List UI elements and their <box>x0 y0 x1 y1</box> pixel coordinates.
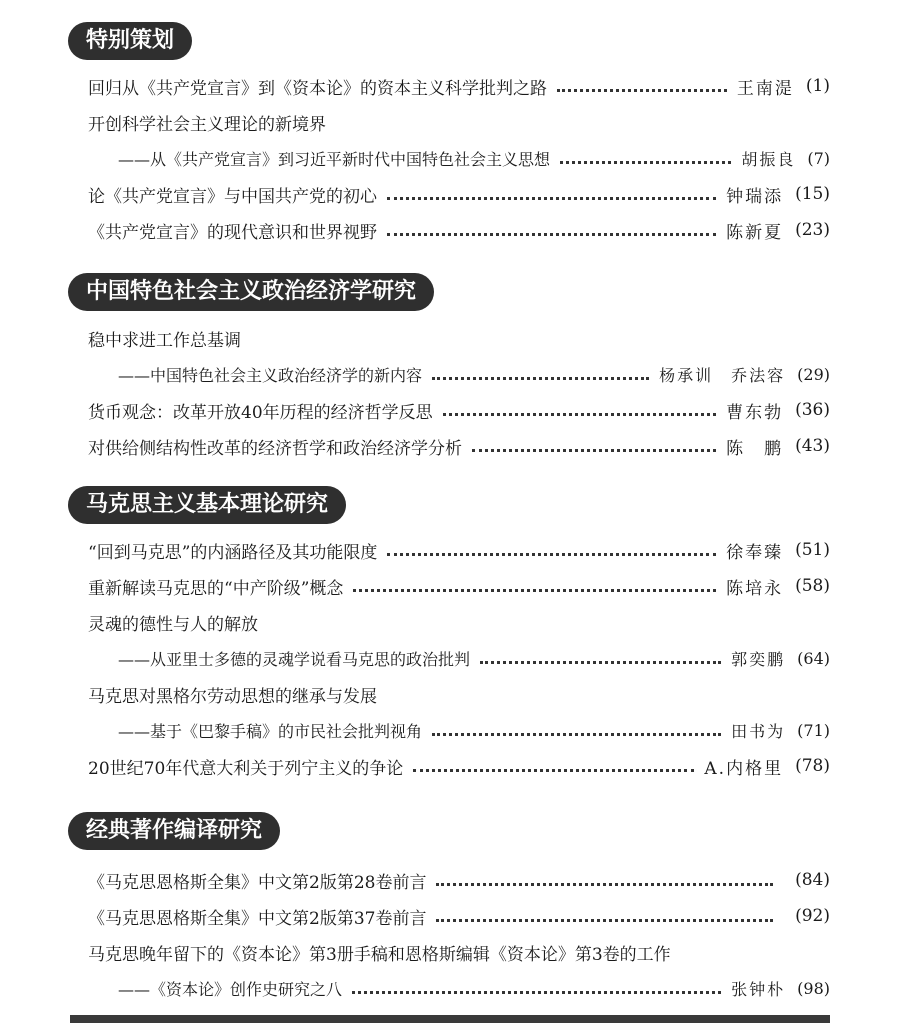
dot-leader <box>557 89 727 92</box>
entry-author: 陈 鹏 <box>726 438 784 459</box>
entry-title: 论《共产党宣言》与中国共产党的初心 <box>88 186 377 207</box>
entry-title: 《共产党宣言》的现代意识和世界视野 <box>88 222 377 243</box>
entry-title: ——中国特色社会主义政治经济学的新内容 <box>118 365 423 385</box>
toc-entry[interactable] <box>88 216 830 244</box>
toc-entry[interactable] <box>88 108 830 136</box>
entry-page: (29) <box>797 364 830 384</box>
entry-title: 马克思晚年留下的《资本论》第3册手稿和恩格斯编辑《资本论》第3卷的工作 <box>88 944 671 965</box>
entry-author: A.内格里 <box>704 758 784 779</box>
toc-subtitle-entry[interactable] <box>118 974 830 1002</box>
entry-page: (36) <box>795 400 830 420</box>
toc-entry[interactable] <box>88 396 830 424</box>
entry-page: (64) <box>797 648 830 668</box>
toc-entry[interactable] <box>88 572 830 600</box>
entry-title: 货币观念：改革开放40年历程的经济哲学反思 <box>88 402 433 423</box>
dot-leader <box>413 769 694 772</box>
dot-leader <box>387 233 716 236</box>
toc-subtitle-entry[interactable] <box>118 360 830 388</box>
toc-entry[interactable] <box>88 72 830 100</box>
toc-entry[interactable] <box>88 536 830 564</box>
dot-leader <box>352 991 721 994</box>
entry-title: 《马克思恩格斯全集》中文第2版第28卷前言 <box>88 872 427 893</box>
entry-title: ——基于《巴黎手稿》的市民社会批判视角 <box>118 721 423 741</box>
entry-title: 稳中求进工作总基调 <box>88 330 241 351</box>
toc-entry[interactable] <box>88 752 830 780</box>
entry-title: ——从亚里士多德的灵魂学说看马克思的政治批判 <box>118 649 471 669</box>
toc-entry[interactable] <box>88 902 830 930</box>
section-header: 马克思主义基本理论研究 <box>68 486 346 524</box>
entry-author: 杨承训 乔法容 <box>659 365 786 385</box>
entry-page: (84) <box>795 870 830 890</box>
dot-leader <box>387 553 716 556</box>
entry-page: (7) <box>807 148 830 168</box>
entry-author: 徐奉臻 <box>726 542 784 563</box>
toc-entry[interactable] <box>88 938 830 966</box>
dot-leader <box>387 197 716 200</box>
dot-leader <box>353 589 716 592</box>
entry-page: (98) <box>797 978 830 998</box>
entry-title: 开创科学社会主义理论的新境界 <box>88 114 326 135</box>
dot-leader <box>432 733 721 736</box>
entry-title: ——《资本论》创作史研究之八 <box>118 979 343 999</box>
toc-entry[interactable] <box>88 866 830 894</box>
entry-author: 陈新夏 <box>726 222 784 243</box>
entry-title: 《马克思恩格斯全集》中文第2版第37卷前言 <box>88 908 427 929</box>
section-header: 特别策划 <box>68 22 192 60</box>
dot-leader <box>443 413 716 416</box>
dot-leader <box>472 449 716 452</box>
entry-page: (15) <box>795 184 830 204</box>
entry-page: (23) <box>795 220 830 240</box>
bottom-rule <box>70 1015 830 1023</box>
entry-page: (51) <box>795 540 830 560</box>
entry-page: (43) <box>795 436 830 456</box>
entry-page: (78) <box>795 756 830 776</box>
section-header: 经典著作编译研究 <box>68 812 280 850</box>
entry-page: (92) <box>795 906 830 926</box>
entry-page: (1) <box>805 76 830 96</box>
entry-author: 王南湜 <box>736 78 794 99</box>
entry-author: 郭奕鹏 <box>731 649 786 669</box>
entry-page: (71) <box>797 720 830 740</box>
dot-leader <box>560 161 731 164</box>
entry-page: (58) <box>795 576 830 596</box>
entry-title: 马克思对黑格尔劳动思想的继承与发展 <box>88 686 377 707</box>
toc-entry[interactable] <box>88 680 830 708</box>
entry-title: ——从《共产党宣言》到习近平新时代中国特色社会主义思想 <box>118 149 551 169</box>
dot-leader <box>436 883 773 886</box>
entry-author: 张钟朴 <box>731 979 786 999</box>
entry-author: 陈培永 <box>726 578 784 599</box>
dot-leader <box>432 377 649 380</box>
entry-title: 20世纪70年代意大利关于列宁主义的争论 <box>88 758 404 779</box>
toc-entry[interactable] <box>88 180 830 208</box>
entry-title: 回归从《共产党宣言》到《资本论》的资本主义科学批判之路 <box>88 78 547 99</box>
dot-leader <box>436 919 773 922</box>
dot-leader <box>480 661 721 664</box>
entry-title: 重新解读马克思的“中产阶级”概念 <box>88 578 344 599</box>
toc-subtitle-entry[interactable] <box>118 144 830 172</box>
toc-subtitle-entry[interactable] <box>118 644 830 672</box>
entry-author: 胡振良 <box>741 149 796 169</box>
toc-entry[interactable] <box>88 608 830 636</box>
toc-subtitle-entry[interactable] <box>118 716 830 744</box>
toc-entry[interactable] <box>88 324 830 352</box>
entry-title: “回到马克思”的内涵路径及其功能限度 <box>88 542 378 563</box>
entry-title: 对供给侧结构性改革的经济哲学和政治经济学分析 <box>88 438 462 459</box>
section-header: 中国特色社会主义政治经济学研究 <box>68 273 434 311</box>
entry-author: 田书为 <box>731 721 786 741</box>
entry-author: 曹东勃 <box>726 402 784 423</box>
entry-title: 灵魂的德性与人的解放 <box>88 614 258 635</box>
entry-author: 钟瑞添 <box>726 186 784 207</box>
toc-entry[interactable] <box>88 432 830 460</box>
